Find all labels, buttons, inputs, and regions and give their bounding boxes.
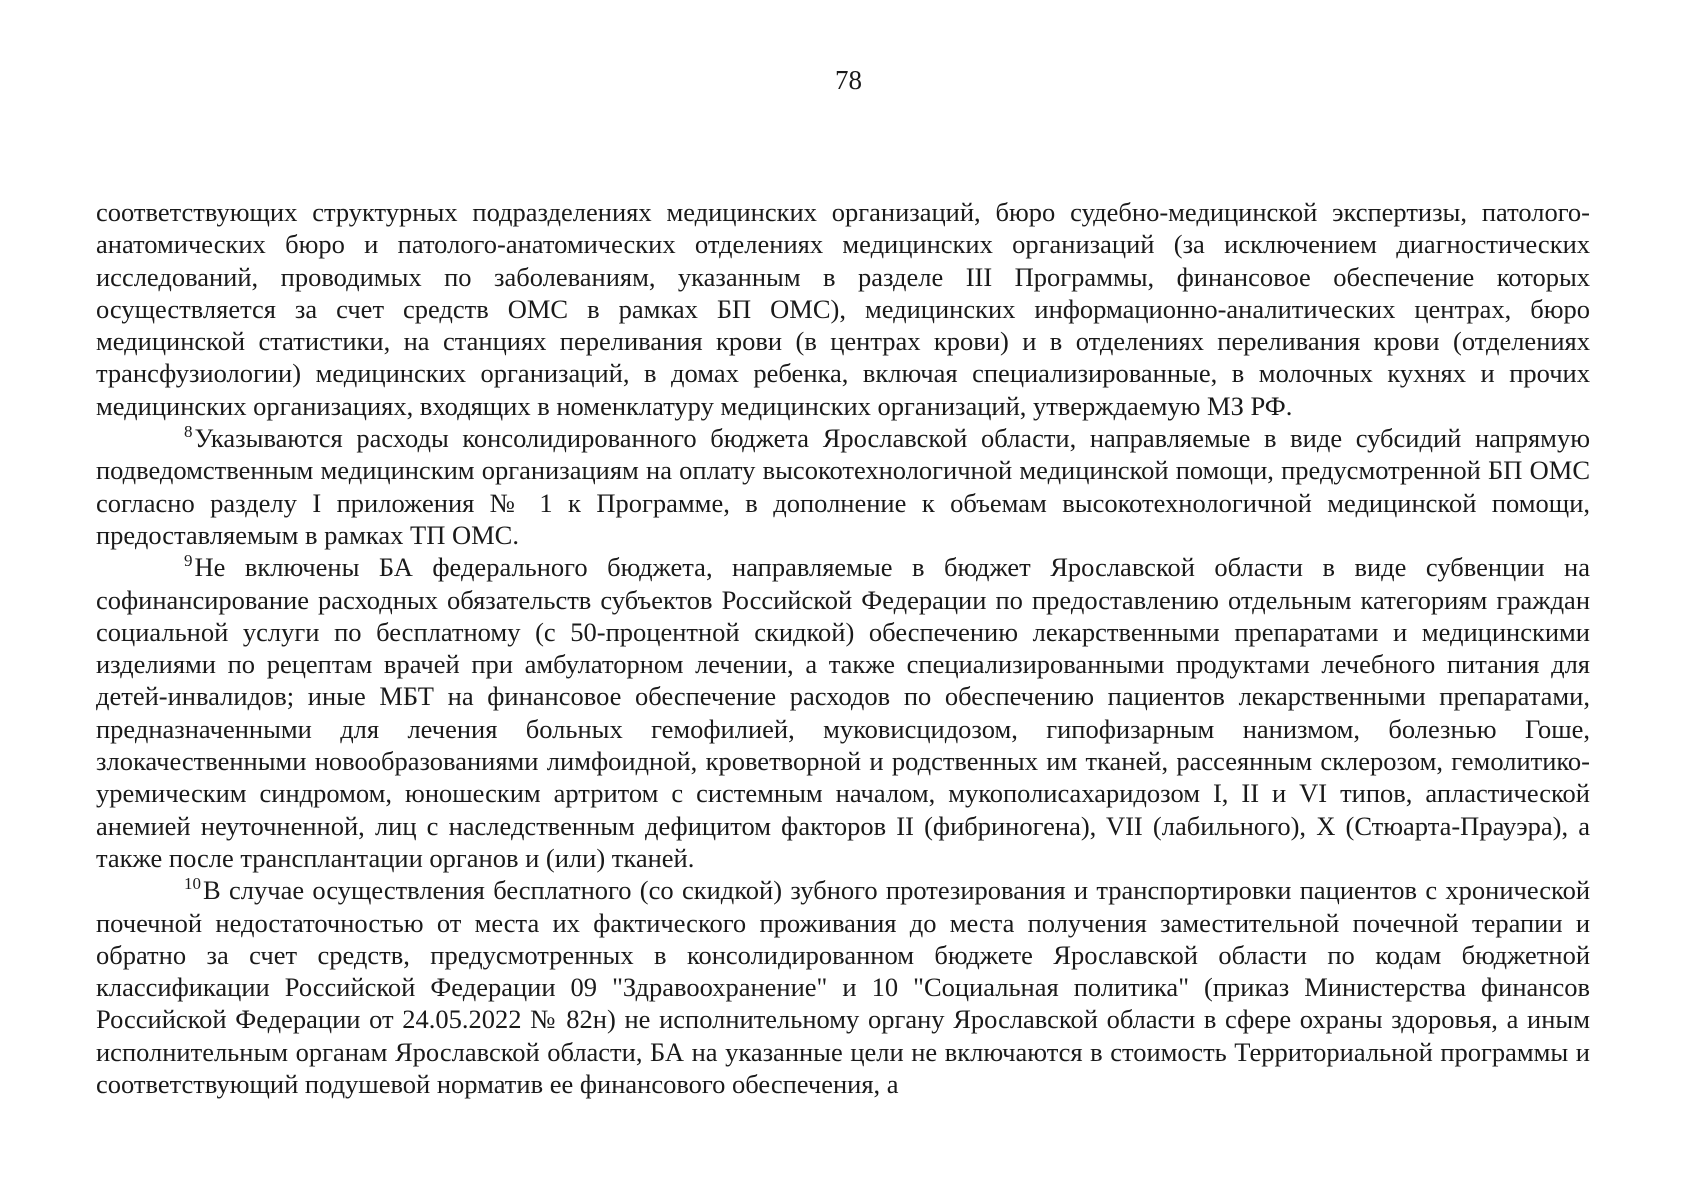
footnote-9 (96, 551, 1590, 874)
footnote-marker: 8 (184, 422, 193, 442)
footnote-text: В случае осуществления бесплатного (со скидкой) зубного протезирования и транспортировки пациентов с хронической почечной недостаточностью от места их фактического проживания до места получения заместительной почечной терапии и обратно за счет средств, предусмотренных в консолидированном бюджете Ярославской области по кодам бюджетной классификации Российской Федерации 09 "Здравоохранение" и 10 "Социальная политика" (приказ Министерства финансов Российской Федерации от 24.05.2022 № 82н) не исполнительному органу Ярославской области в сфере охраны здоровья, а иным исполнительным органам Ярославской области, БА на указанные цели не включаются в стоимость Территориальной программы и соответствующий подушевой норматив ее финансового обеспечения, а (96, 875, 1590, 1100)
footnote-marker: 10 (184, 874, 201, 894)
footnote-text: Указываются расходы консолидированного бюджета Ярославской области, направляемые в виде субсидий напрямую подведомственным медицинским организациям на оплату высокотехнологичной медицинской помощи, предусмотренной БП ОМС согласно разделу I приложения № 1 к Программе, в дополнение к объемам высокотехнологичной медицинской помощи, предоставляемым в рамках ТП ОМС. (96, 423, 1590, 550)
footnote-text: Не включены БА федерального бюджета, направляемые в бюджет Ярославской области в виде субвенции на софинансирование расходных обязательств субъектов Российской Федерации по предоставлению отдельным категориям граждан социальной услуги по бесплатному (с 50-процентной скидкой) обеспечению лекарственными препаратами и медицинскими изделиями по рецептам врачей при амбулаторном лечении, а также специализированными продуктами лечебного питания для детей-инвалидов; иные МБТ на финансовое обеспечение расходов по обеспечению пациентов лекарственными препаратами, предназначенными для лечения больных гемофилией, муковисцидозом, гипофизарным нанизмом, болезнью Гоше, злокачественными новообразованиями лимфоидной, кроветворной и родственных им тканей, рассеянным склерозом, гемолитико-уремическим синдромом, юношеским артритом с системным началом, мукополисахаридозом I, II и VI типов, апластической анемией неуточненной, лиц с наследственным дефицитом факторов II (фибриногена), VII (лабильного), X (Стюарта-Прауэра), а также после трансплантации органов и (или) тканей. (96, 552, 1590, 873)
page-number: 78 (835, 65, 862, 95)
footnote-marker: 9 (184, 551, 193, 571)
paragraph-text: соответствующих структурных подразделениях медицинских организаций, бюро судебно-медицинской экспертизы, патолого-анатомических бюро и патолого-анатомических отделениях медицинских организаций (за исключением диагностических исследований, проводимых по заболеваниям, указанным в разделе III Программы, финансовое обеспечение которых осуществляется за счет средств ОМС в рамках БП ОМС), медицинских информационно-аналитических центрах, бюро медицинской статистики, на станциях переливания крови (в центрах крови) и в отделениях переливания крови (отделениях трансфузиологии) медицинских организаций, в домах ребенка, включая специализированные, в молочных кухнях и прочих медицинских организациях, входящих в номенклатуру медицинских организаций, утверждаемую МЗ РФ. (96, 197, 1590, 421)
footnote-10 (96, 874, 1590, 1100)
document-body (96, 196, 1590, 1100)
footnote-8 (96, 422, 1590, 551)
paragraph-continuation (96, 196, 1590, 422)
